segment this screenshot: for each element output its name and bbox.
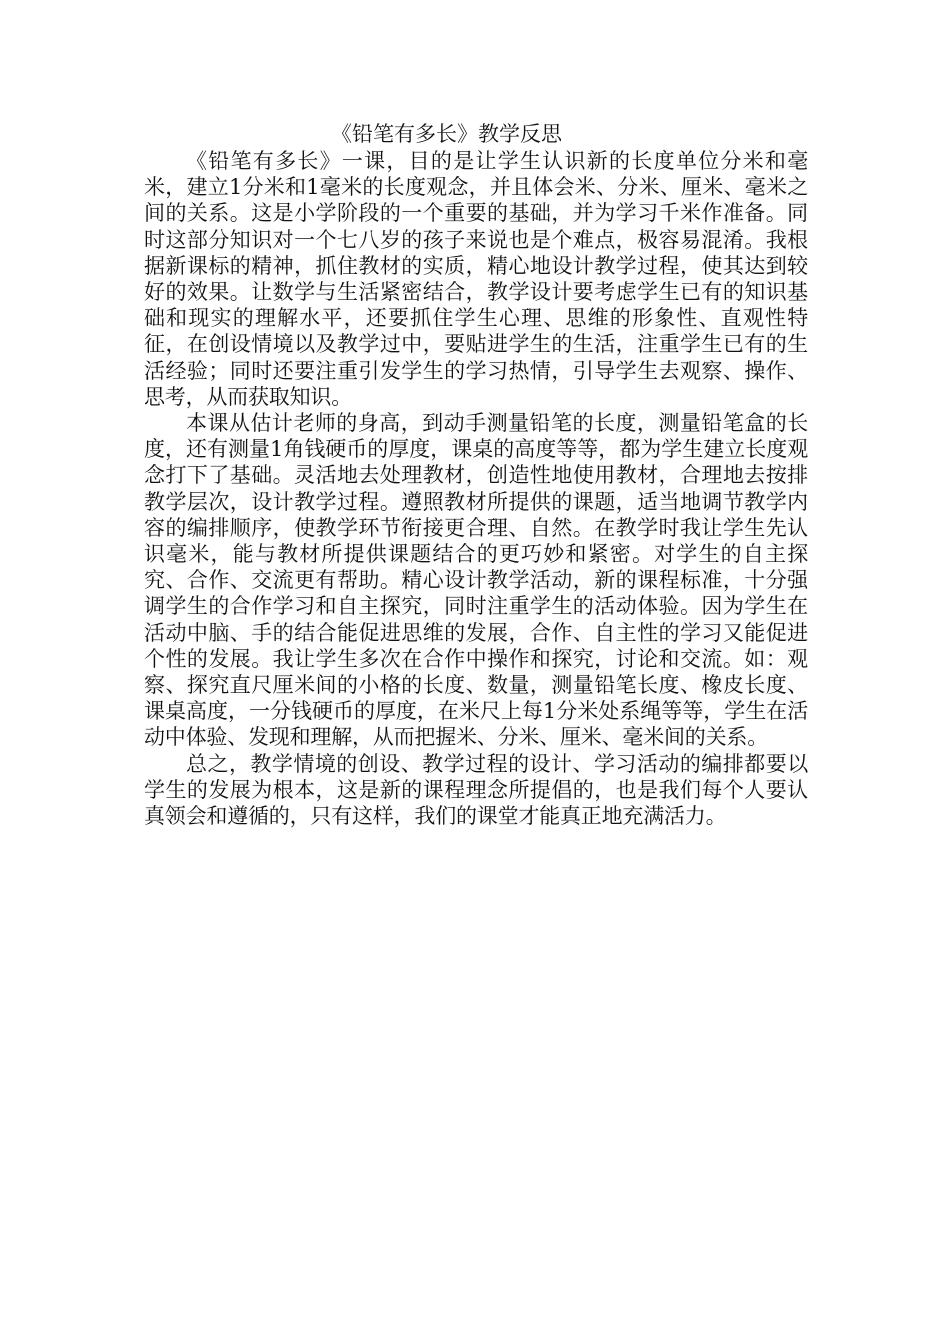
paragraph-intro: 《铅笔有多长》一课，目的是让学生认识新的长度单位分米和毫米，建立1分米和1毫米的长度观念，并且体会米、分米、厘米、毫米之间的关系。这是小学阶段的一个重要的基础，并为学习千米作准备。同时这部分知识对一个七八岁的孩子来说也是个难点，极容易混淆。我根据新课标的精神，抓住教材的实质，精心地设计教学过程，使其达到较好的效果。让数学与生活紧密结合，教学设计要考虑学生已有的知识基础和现实的理解水平，还要抓住学生心理、思维的形象性、直观性特征，在创设情境以及教学过中，要贴进学生的生活，注重学生已有的生活经验；同时还要注重引发学生的学习热情，引导学生去观察、操作、思考，从而获取知识。 xyxy=(144,149,808,409)
paragraph-conclusion: 总之，教学情境的创设、教学过程的设计、学习活动的编排都要以学生的发展为根本，这是新的课程理念所提倡的，也是我们每个人要认真领会和遵循的，只有这样，我们的课堂才能真正地充满活力。 xyxy=(144,751,808,829)
paragraph-activities: 本课从估计老师的身高，到动手测量铅笔的长度，测量铅笔盒的长度，还有测量1角钱硬币的厚度，课桌的高度等等，都为学生建立长度观念打下了基础。灵活地去处理教材，创造性地使用教材，合理地去按排教学层次，设计教学过程。遵照教材所提供的课题，适当地调节教学内容的编排顺序，使教学环节衔接更合理、自然。在教学时我让学生先认识毫米，能与教材所提供课题结合的更巧妙和紧密。对学生的自主探究、合作、交流更有帮助。精心设计教学活动，新的课程标准，十分强调学生的合作学习和自主探究，同时注重学生的活动体验。因为学生在活动中脑、手的结合能促进思维的发展，合作、自主性的学习又能促进个性的发展。我让学生多次在合作中操作和探究，讨论和交流。如：观察、探究直尺厘米间的小格的长度、数量，测量铅笔长度、橡皮长度、课桌高度，一分钱硬币的厚度，在米尺上每1分米处系绳等等，学生在活动中体验、发现和理解，从而把握米、分米、厘米、毫米间的关系。 xyxy=(144,411,808,750)
document-body xyxy=(144,121,808,829)
document-title: 《铅笔有多长》教学反思 xyxy=(331,122,562,146)
